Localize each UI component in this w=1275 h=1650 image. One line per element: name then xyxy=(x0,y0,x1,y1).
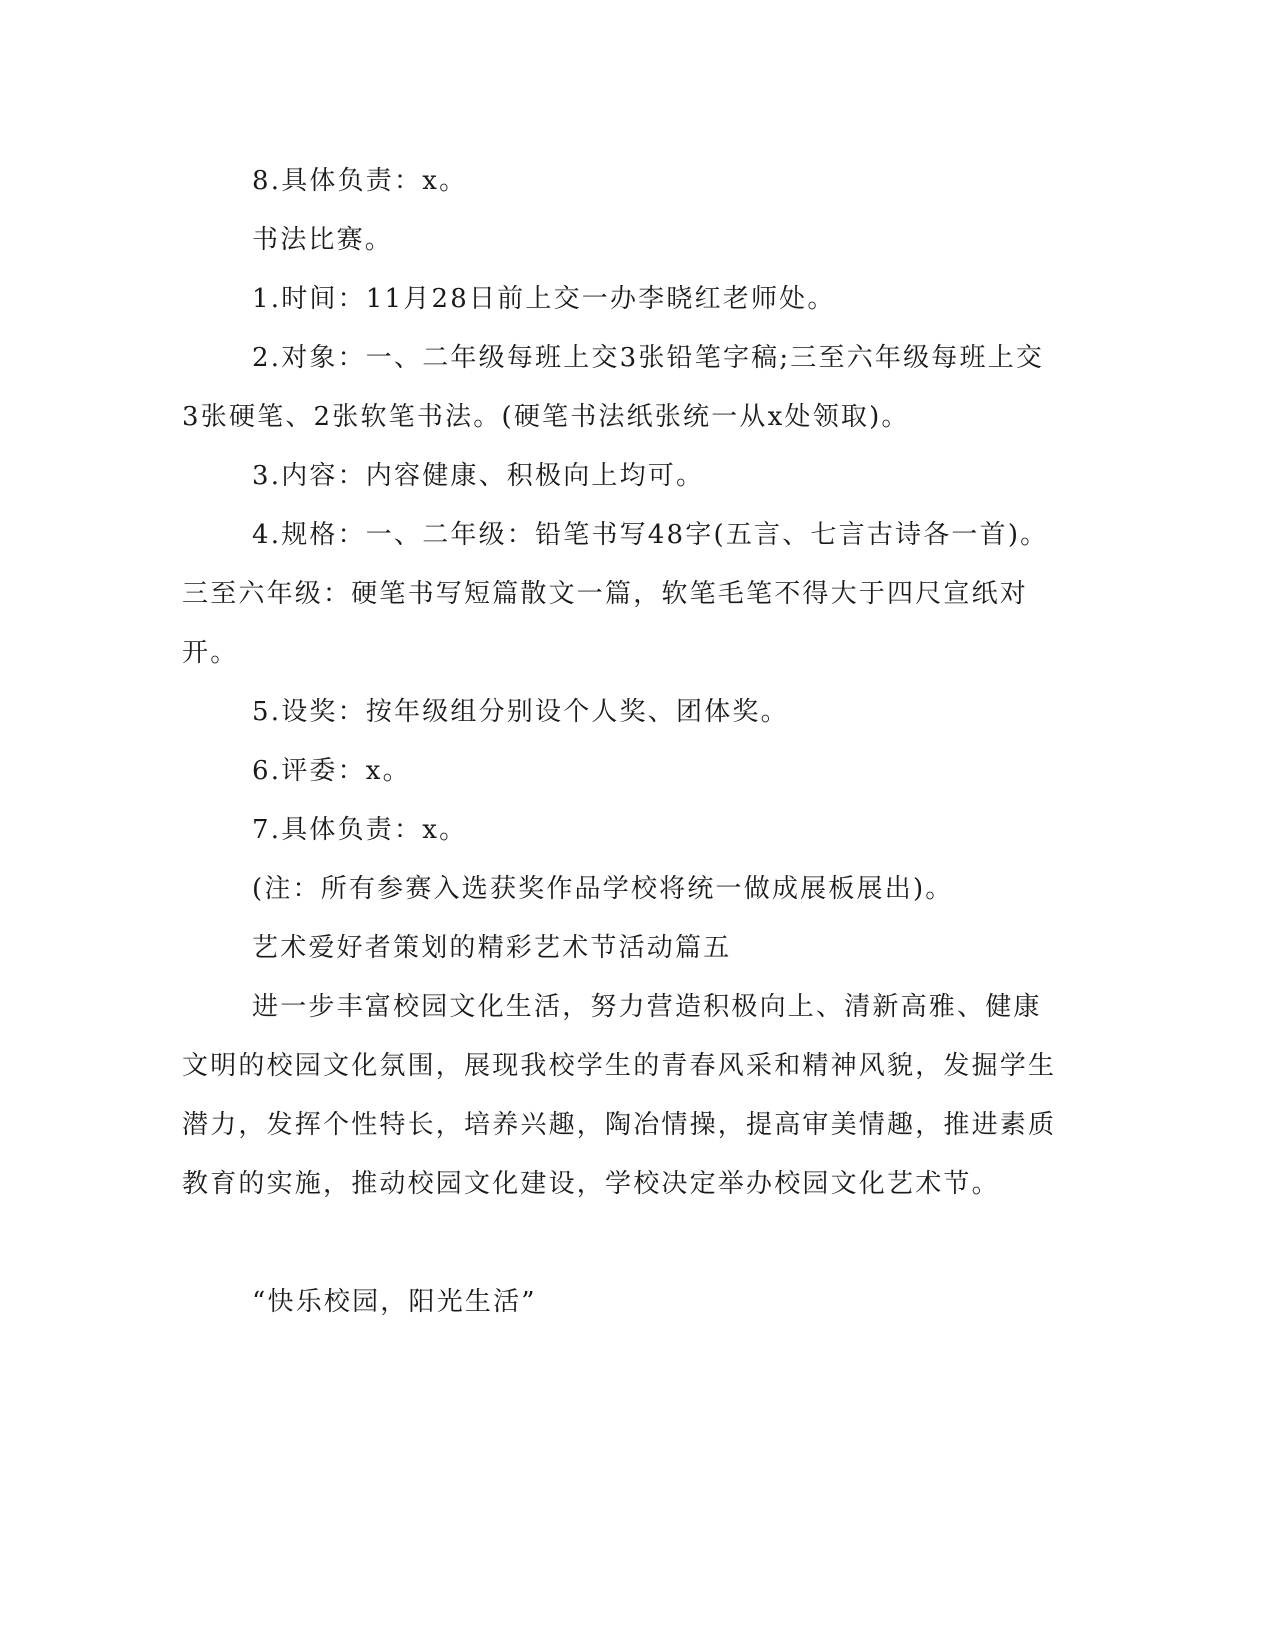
paragraph-specification: 4.规格：一、二年级：铅笔书写48字(五言、七言古诗各一首)。三至六年级：硬笔书写短篇散文一篇，软笔毛笔不得大于四尺宣纸对开。 xyxy=(182,520,1049,668)
paragraph-responsible-7: 7.具体负责：x。 xyxy=(252,815,468,845)
paragraph-note: (注：所有参赛入选获奖作品学校将统一做成展板展出)。 xyxy=(252,874,954,904)
paragraph-theme: “快乐校园，阳光生活” xyxy=(252,1287,537,1317)
paragraph-participants: 2.对象：一、二年级每班上交3张铅笔字稿;三至六年级每班上交3张硬笔、2张软笔书法。(硬笔书法纸张统一从x处领取)。 xyxy=(182,343,1045,432)
paragraph-awards: 5.设奖：按年级组分别设个人奖、团体奖。 xyxy=(252,697,789,727)
paragraph-responsible-8: 8.具体负责：x。 xyxy=(252,166,468,196)
section-heading-part-five: 艺术爱好者策划的精彩艺术节活动篇五 xyxy=(252,933,732,963)
paragraph-purpose: 进一步丰富校园文化生活，努力营造积极向上、清新高雅、健康文明的校园文化氛围，展现我校学生的青春风采和精神风貌，发掘学生潜力，发挥个性特长，培养兴趣，陶冶情操，提高审美情趣，推进素质教育的实施，推动校园文化建设，学校决定举办校园文化艺术节。 xyxy=(182,992,1057,1199)
section-heading-calligraphy: 书法比赛。 xyxy=(252,225,394,255)
paragraph-content: 3.内容：内容健康、积极向上均可。 xyxy=(252,461,705,491)
paragraph-time: 1.时间：11月28日前上交一办李晓红老师处。 xyxy=(252,284,836,314)
paragraph-judges: 6.评委：x。 xyxy=(252,756,411,786)
